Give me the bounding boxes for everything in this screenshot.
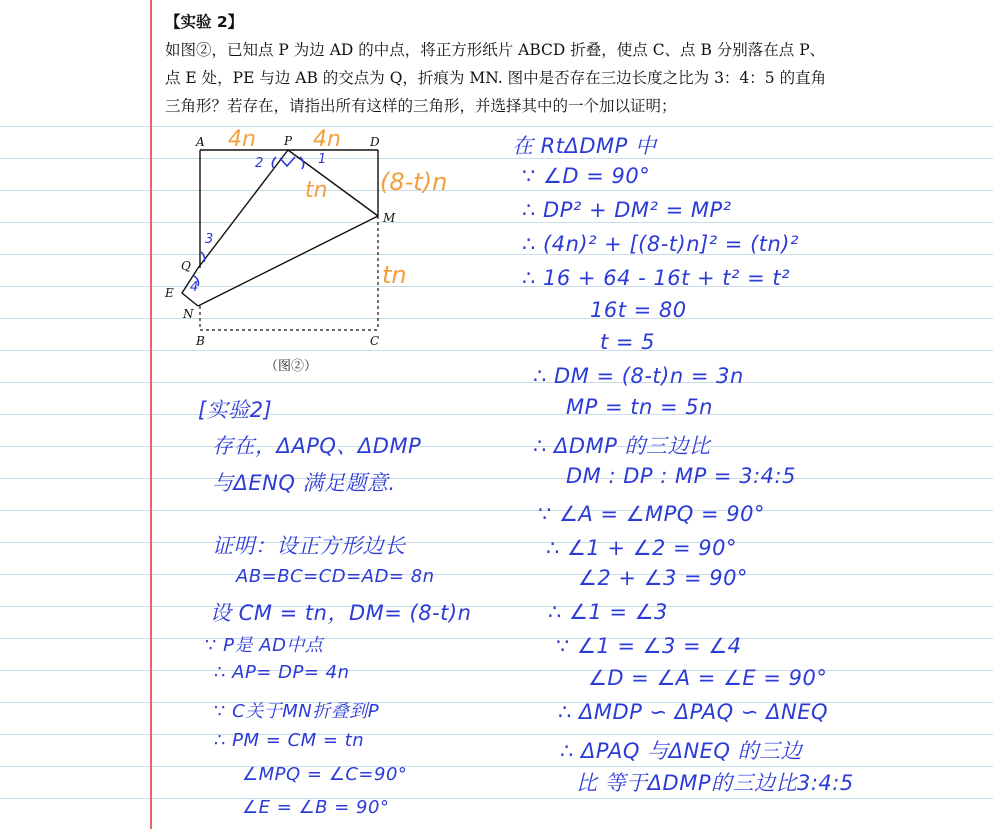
margin-line bbox=[150, 0, 152, 829]
right-note-4: ∴ (4n)² + [(8-t)n]² = (tn)² bbox=[522, 232, 799, 256]
left-note-8: ∴ AP= DP= 4n bbox=[214, 662, 350, 683]
label-c: C bbox=[370, 334, 380, 348]
right-note-13: ∴ ∠1 + ∠2 = 90° bbox=[546, 536, 738, 560]
left-note-12: ∠E = ∠B = 90° bbox=[242, 797, 390, 818]
right-note-11: DM : DP : MP = 3:4:5 bbox=[566, 464, 796, 488]
right-note-12: ∵ ∠A = ∠MPQ = 90° bbox=[538, 502, 765, 526]
length-label-pd: 4n bbox=[313, 128, 341, 152]
length-label-dm: (8-t)n bbox=[380, 168, 448, 196]
left-note-10: ∴ PM = CM = tn bbox=[214, 730, 365, 751]
left-note-4: 证明：设正方形边长 bbox=[212, 534, 406, 558]
label-q: Q bbox=[181, 259, 191, 273]
right-note-10: ∴ ΔDMP 的三边比 bbox=[533, 434, 711, 458]
right-note-19: ∴ ΔPAQ 与ΔNEQ 的三边 bbox=[560, 739, 803, 763]
label-e: E bbox=[165, 286, 174, 300]
geometry-figure bbox=[160, 128, 460, 353]
left-note-7: ∵ P是 AD中点 bbox=[205, 635, 324, 656]
right-note-14: ∠2 + ∠3 = 90° bbox=[578, 566, 748, 590]
left-note-5: AB=BC=CD=AD= 8n bbox=[236, 566, 435, 587]
left-note-11: ∠MPQ = ∠C=90° bbox=[242, 764, 408, 785]
length-label-mc: tn bbox=[382, 261, 407, 289]
right-note-6: 16t = 80 bbox=[590, 298, 687, 322]
right-note-15: ∴ ∠1 = ∠3 bbox=[548, 600, 668, 624]
angle-label-3: 3 bbox=[205, 232, 214, 247]
left-note-2: 存在，ΔAPQ、ΔDMP bbox=[212, 434, 422, 458]
right-note-20: 比 等于ΔDMP的三边比3:4:5 bbox=[576, 771, 854, 795]
right-note-2: ∵ ∠D = 90° bbox=[522, 164, 651, 188]
label-p: P bbox=[284, 134, 293, 148]
label-n: N bbox=[183, 307, 194, 321]
label-a: A bbox=[196, 135, 205, 149]
right-note-7: t = 5 bbox=[600, 330, 656, 354]
left-note-1: [实验2] bbox=[198, 398, 273, 422]
length-label-pm: tn bbox=[305, 178, 328, 203]
right-note-1: 在 RtΔDMP 中 bbox=[512, 134, 657, 158]
label-b: B bbox=[196, 334, 205, 348]
figure-caption: （图②） bbox=[265, 359, 318, 374]
right-note-16: ∵ ∠1 = ∠3 = ∠4 bbox=[556, 634, 742, 658]
right-note-8: ∴ DM = (8-t)n = 3n bbox=[533, 364, 744, 388]
right-note-18: ∴ ΔMDP ∽ ΔPAQ ∽ ΔNEQ bbox=[558, 700, 828, 724]
label-m: M bbox=[383, 211, 396, 225]
problem-line-1: 如图②，已知点 P 为边 AD 的中点，将正方形纸片 ABCD 折叠，使点 C、点 B 分别落在点 P、 bbox=[165, 41, 826, 59]
right-note-9: MP = tn = 5n bbox=[566, 395, 713, 419]
problem-line-2: 点 E 处，PE 与边 AB 的交点为 Q，折痕为 MN. 图中是否存在三边长度之比为 3：4：5 的直角 bbox=[165, 69, 827, 87]
left-note-9: ∵ C关于MN折叠到P bbox=[214, 701, 380, 722]
problem-line-3: 三角形？若存在，请指出所有这样的三角形，并选择其中的一个加以证明； bbox=[165, 97, 677, 115]
angle-label-2: 2 bbox=[255, 156, 264, 171]
problem-title: 【实验 2】 bbox=[165, 13, 244, 31]
label-d: D bbox=[370, 135, 380, 149]
left-note-3: 与ΔENQ 满足题意. bbox=[212, 471, 396, 495]
right-note-5: ∴ 16 + 64 - 16t + t² = t² bbox=[522, 266, 791, 290]
fold-line-mn bbox=[198, 216, 378, 306]
angle-3-arc bbox=[201, 252, 205, 262]
segment-pq bbox=[198, 150, 288, 268]
right-note-17: ∠D = ∠A = ∠E = 90° bbox=[588, 666, 828, 690]
length-label-ap: 4n bbox=[228, 128, 256, 152]
angle-label-1: 1 bbox=[318, 152, 327, 167]
angle-label-4: 4 bbox=[190, 280, 199, 295]
right-note-3: ∴ DP² + DM² = MP² bbox=[522, 198, 732, 222]
left-note-6: 设 CM = tn，DM= (8-t)n bbox=[210, 601, 472, 625]
